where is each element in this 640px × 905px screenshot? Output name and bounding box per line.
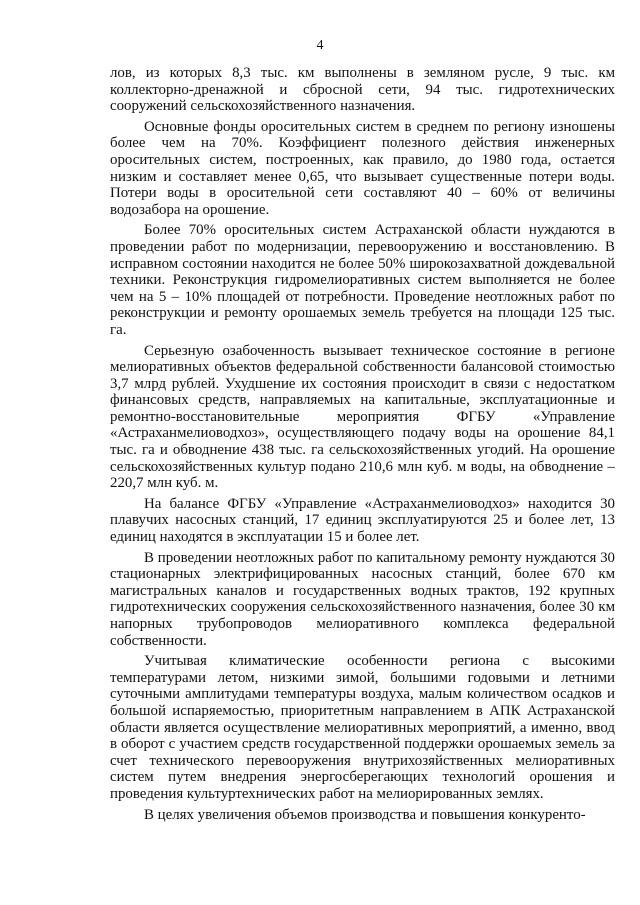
paragraph: Более 70% оросительных систем Астраханской области нуждаются в проведении работ по модернизации, перевооружению и восстановлению. В исправном состоянии находится не более 50% широкозахватной дождевальной техники. Реконструкция гидромелиоративных систем выполняется не более чем на 5 – 10% площадей от потребности. Проведение неотложных работ по реконструкции и ремонту орошаемых земель требуется на площади 125 тыс. га. bbox=[110, 222, 615, 338]
paragraph: Учитывая климатические особенности региона с высокими температурами летом, низкими зимой, большими годовыми и летними суточными амплитудами температуры воздуха, малым количеством осадков и большой испаряемостью, приоритетным направлением в АПК Астраханской области является осуществление мелиоративных мероприятий, а именно, ввод в оборот с участием средств государственной поддержки орошаемых земель за счет технического перевооружения внутрихозяйственных мелиоративных систем путем внедрения энергосберегающих технологий орошения и проведения культуртехнических работ на мелиорированных землях. bbox=[110, 653, 615, 802]
paragraph: В проведении неотложных работ по капитальному ремонту нуждаются 30 стационарных электрифицированных насосных станций, более 670 км магистральных каналов и государственных водных трактов, 192 крупных гидротехнических сооружения сельскохозяйственного назначения, более 30 км напорных трубопроводов мелиоративного комплекса федеральной собственности. bbox=[110, 549, 615, 649]
body-text bbox=[110, 65, 615, 823]
paragraph: На балансе ФГБУ «Управление «Астраханмелиоводхоз» находится 30 плавучих насосных станций, 17 единиц эксплуатируются 25 и более лет, 13 единиц находятся в эксплуатации 15 и более лет. bbox=[110, 495, 615, 546]
page-number: 4 bbox=[316, 38, 324, 53]
paragraph: Основные фонды оросительных систем в среднем по региону изношены более чем на 70%. Коэффициент полезного действия инженерных оросительных систем, построенных, как правило, до 1980 года, остается низким и составляет менее 0,65, что вызывает существенные потери воды. Потери воды в оросительной сети составляют 40 – 60% от величины водозабора на орошение. bbox=[110, 118, 615, 218]
paragraph: В целях увеличения объемов производства и повышения конкуренто- bbox=[144, 806, 586, 823]
paragraph: Серьезную озабоченность вызывает техническое состояние в регионе мелиоративных объектов федеральной собственности балансовой стоимостью 3,7 млрд рублей. Ухудшение их состояния происходит в связи с недостатком финансовых средств, направляемых на капитальные, эксплуатационные и ремонтно-восстановительные мероприятия ФГБУ «Управление «Астраханмелиоводхоз», осуществляющего подачу воды на орошение 84,1 тыс. га и обводнение 438 тыс. га сельскохозяйственных угодий. На орошение сельскохозяйственных культур подано 210,6 млн куб. м воды, на обводнение – 220,7 млн куб. м. bbox=[110, 342, 615, 492]
paragraph: лов, из которых 8,3 тыс. км выполнены в земляном русле, 9 тыс. км коллекторно-дренажной и сбросной сети, 94 тыс. гидротехнических сооружений сельскохозяйственного назначения. bbox=[110, 65, 615, 115]
